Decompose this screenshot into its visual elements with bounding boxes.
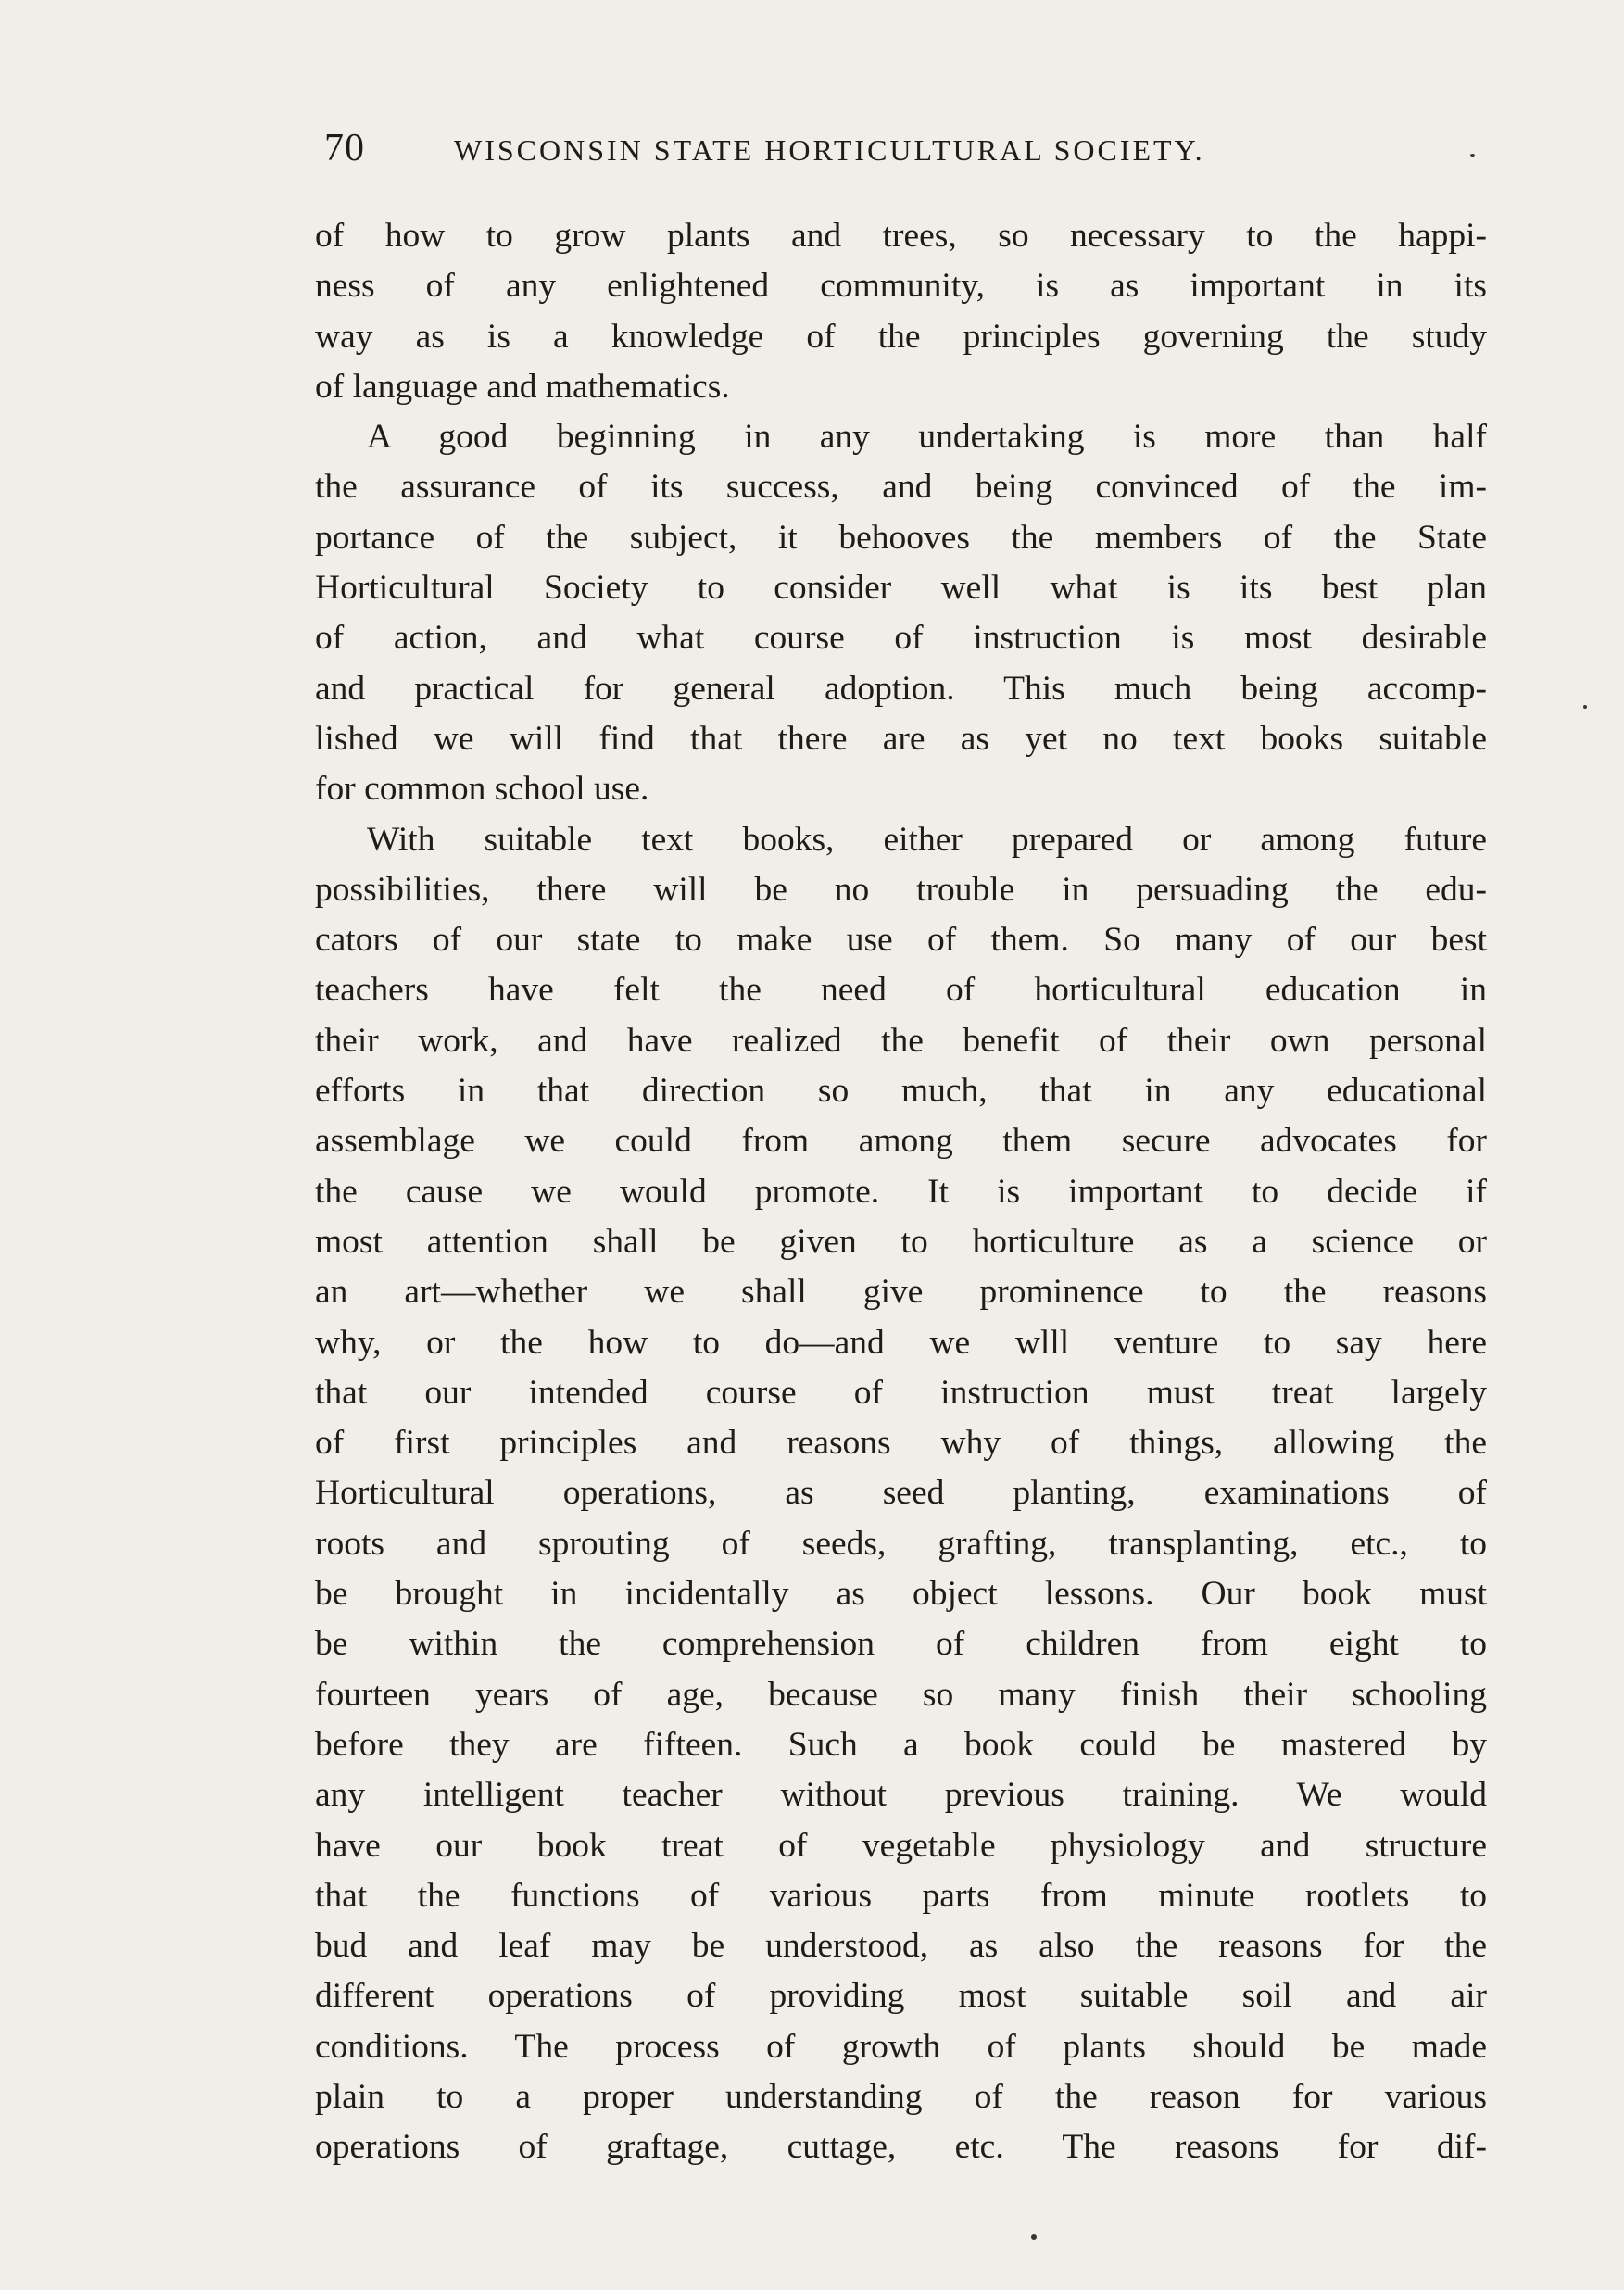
text-line: roots and sprouting of seeds, grafting, transplanting, etc., to	[315, 1524, 1487, 1563]
text-line: before they are fifteen. Such a book could be mastered by	[315, 1725, 1487, 1764]
text-line: assemblage we could from among them secure advocates for	[315, 1122, 1487, 1161]
text-line: the cause we would promote. It is important to decide if	[315, 1172, 1487, 1211]
text-line: Horticultural Society to consider well what is its best plan	[315, 569, 1487, 608]
page-number: 70	[324, 127, 365, 170]
text-line: have our book treat of vegetable physiology and structure	[315, 1826, 1487, 1865]
text-line: that the functions of various parts from minute rootlets to	[315, 1876, 1487, 1915]
body-text	[315, 211, 1487, 2173]
text-line: be brought in incidentally as object lessons. Our book must	[315, 1575, 1487, 1614]
text-line: of how to grow plants and trees, so necessary to the happi-	[315, 217, 1487, 255]
text-line: way as is a knowledge of the principles governing the study	[315, 317, 1487, 356]
text-line: operations of graftage, cuttage, etc. The reasons for dif-	[315, 2128, 1487, 2167]
text-line: With suitable text books, either prepared or among future	[367, 820, 1487, 859]
scan-speck	[1031, 2234, 1037, 2240]
text-line: ness of any enlightened community, is as important in its	[315, 267, 1487, 306]
text-line: an art—whether we shall give prominence to the reasons	[315, 1273, 1487, 1312]
text-line: most attention shall be given to horticulture as a science or	[315, 1222, 1487, 1261]
text-line: any intelligent teacher without previous training. We would	[315, 1776, 1487, 1815]
text-line: the assurance of its success, and being convinced of the im-	[315, 468, 1487, 507]
text-line: for common school use.	[315, 770, 649, 809]
text-line: of action, and what course of instruction is most desirable	[315, 619, 1487, 658]
text-line: and practical for general adoption. This much being accomp-	[315, 669, 1487, 708]
text-line: their work, and have realized the benefit of their own personal	[315, 1021, 1487, 1060]
text-line: efforts in that direction so much, that in any educational	[315, 1072, 1487, 1111]
text-line: possibilities, there will be no trouble in persuading the edu-	[315, 870, 1487, 909]
running-head: WISCONSIN STATE HORTICULTURAL SOCIETY.	[454, 133, 1205, 167]
scan-speck	[1470, 154, 1475, 157]
text-line: teachers have felt the need of horticultural education in	[315, 971, 1487, 1010]
scan-speck	[1583, 705, 1587, 709]
text-line: different operations of providing most suitable soil and air	[315, 1977, 1487, 2016]
page-header	[324, 126, 1353, 182]
text-line: cators of our state to make use of them. So many of our best	[315, 921, 1487, 960]
text-line: conditions. The process of growth of plants should be made	[315, 2027, 1487, 2066]
text-line: Horticultural operations, as seed planting, examinations of	[315, 1474, 1487, 1513]
text-line: why, or the how to do—and we wlll venture to say here	[315, 1323, 1487, 1362]
text-line: be within the comprehension of children from eight to	[315, 1625, 1487, 1664]
text-line: plain to a proper understanding of the reason for various	[315, 2077, 1487, 2116]
text-line: A good beginning in any undertaking is more than half	[367, 418, 1487, 457]
text-line: of language and mathematics.	[315, 367, 730, 406]
text-line: bud and leaf may be understood, as also the reasons for the	[315, 1927, 1487, 1966]
text-line: of first principles and reasons why of things, allowing the	[315, 1424, 1487, 1463]
text-line: that our intended course of instruction must treat largely	[315, 1373, 1487, 1412]
text-line: lished we will find that there are as yet no text books suitable	[315, 719, 1487, 758]
text-line: portance of the subject, it behooves the members of the State	[315, 518, 1487, 557]
text-line: fourteen years of age, because so many finish their schooling	[315, 1675, 1487, 1714]
